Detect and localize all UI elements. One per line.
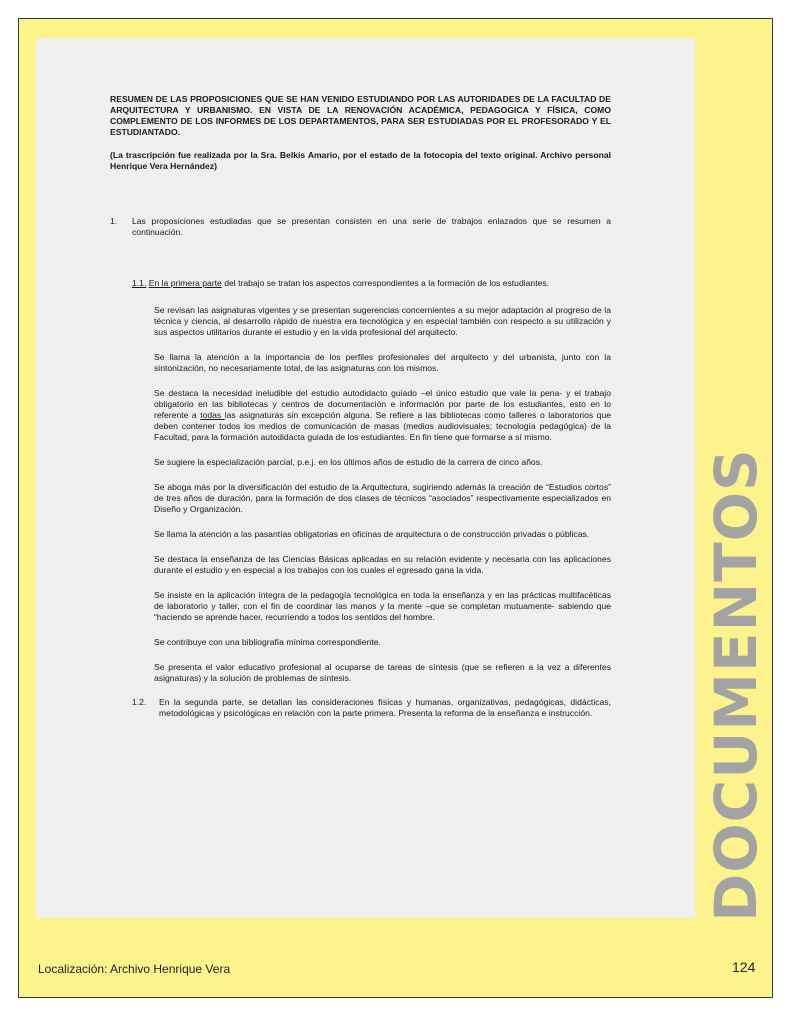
document-subtitle: (La trascripción fue realizada por la Sra. Belkis Amario, por el estado de la fotocopia del texto original. Archivo personal Henrique Vera Hernández)	[110, 150, 611, 171]
page-number: 124	[732, 959, 756, 975]
paragraph: Se llama la atención a las pasantías obligatorias en oficinas de arquitectura o de construcción privadas o públicas.	[154, 529, 590, 539]
paragraph-library-underlined: todas	[200, 410, 225, 420]
document-content	[110, 94, 611, 719]
paragraph: Se insiste en la aplicación íntegra de la pedagogía tecnológica en toda la enseñanza y en las prácticas multifacéticas de laboratorio y taller, con el fin de coordinar las manos y la mente –que se completan mutuamente- sabiendo que “haciendo se aprende hacer, recurriendo a todos los sentidos del hombre.	[154, 590, 611, 622]
document-title: RESUMEN DE LAS PROPOSICIONES QUE SE HAN VENIDO ESTUDIANDO POR LAS AUTORIDADES DE LA FACULTAD DE ARQUITECTURA Y URBANISMO. EN VISTA DE LA RENOVACIÓN ACADÉMICA, PEDAGOGICA Y FÍSICA, COMO COMPLEMENTO DE LOS INFORMES DE LOS DEPARTAMENTOS, PARA SER ESTUDIADAS POR EL PROFESORADO Y EL ESTUDIANTADO.	[110, 94, 611, 137]
item-1-1-number: 1.1.	[132, 278, 147, 288]
paragraph-library-after: las asignaturas sin excepción alguna. Se refiere a las bibliotecas como talleres o laboratorios que deben contener todos los medios de comunicación de masas (medios audiovisuales; tecnología pedagógica) de la Facultad, para la formación autodidacta guiada de los estudiantes. En fin tiene que formarse a sí mismo.	[154, 410, 611, 442]
paragraph-library-before: Se destaca la necesidad ineludible del estudio autodidacto guiado –el único estudio que vale la pena- y el trabajo obligatorio en las bibliotecas y centros de documentación e información por parte de los estudiantes, esto en lo referente a	[154, 388, 611, 420]
document-panel	[36, 38, 695, 918]
item-1-2	[132, 697, 611, 719]
paragraph-library	[154, 388, 611, 443]
paragraph: Se aboga más por la diversificación del estudio de la Arquitectura, sugiriendo además la creación de “Estudios cortos” de tres años de duración, para la formación de dos clases de técnicos “asociados” respectivamente especializados en Diseño y Organización.	[154, 482, 611, 514]
item-1-1-underlined: En la primera parte	[148, 278, 222, 288]
section-label-vertical	[702, 448, 771, 922]
paragraph: Se destaca la enseñanza de las Ciencias Básicas aplicadas en su relación evidente y necesaria con las aplicaciones durante el estudio y en especial a los trabajos con los cuales el egresado gana la vida.	[154, 554, 611, 575]
paragraph: Se sugiere la especialización parcial, p.e.j. en los últimos años de estudio de la carrera de cinco años.	[154, 457, 543, 467]
item-1-2-number: 1.2.	[132, 697, 147, 707]
footer-location: Localización: Archivo Henrique Vera	[38, 962, 231, 976]
item-1-1	[132, 278, 611, 289]
paragraph: Se contribuye con una bibliografía mínima correspondiente.	[154, 637, 381, 647]
paragraph: Se llama la atención a la importancia de los perfiles profesionales del arquitecto y del urbanista, junto con la sintonización, no necesariamente total, de las asignaturas con los mismos.	[154, 352, 611, 373]
item-1-text: Las proposiciones estudiadas que se presentan consisten en una serie de trabajos enlazados que se resumen a continuación.	[132, 216, 611, 237]
item-1	[110, 216, 611, 238]
item-1-2-text: En la segunda parte, se detallan las consideraciones físicas y humanas, organizativas, pedagógicas, didácticas, metodológicas y psicológicas en relación con la parte primera. Presenta la reforma de la enseñanza e instrucción.	[159, 697, 611, 718]
paragraph: Se revisan las asignaturas vigentes y se presentan sugerencias concernientes a su mejor adaptación al progreso de la técnica y ciencia, al desarrollo rápido de nuestra era tecnológica y en especial también con respecto a su utilización y sus aspectos utilitarios durante el estudio y en la vida profesional del arquitecto.	[154, 305, 611, 337]
section-label-text: DOCUMENTOS	[702, 448, 771, 922]
item-1-number: 1.	[110, 216, 118, 226]
item-1-1-text: del trabajo se tratan los aspectos correspondientes a la formación de los estudiantes.	[221, 278, 550, 288]
paragraph: Se presenta el valor educativo profesional al ocuparse de tareas de síntesis (que se refieren a la vez a diferentes asignaturas) y la solución de problemas de síntesis.	[154, 662, 611, 683]
